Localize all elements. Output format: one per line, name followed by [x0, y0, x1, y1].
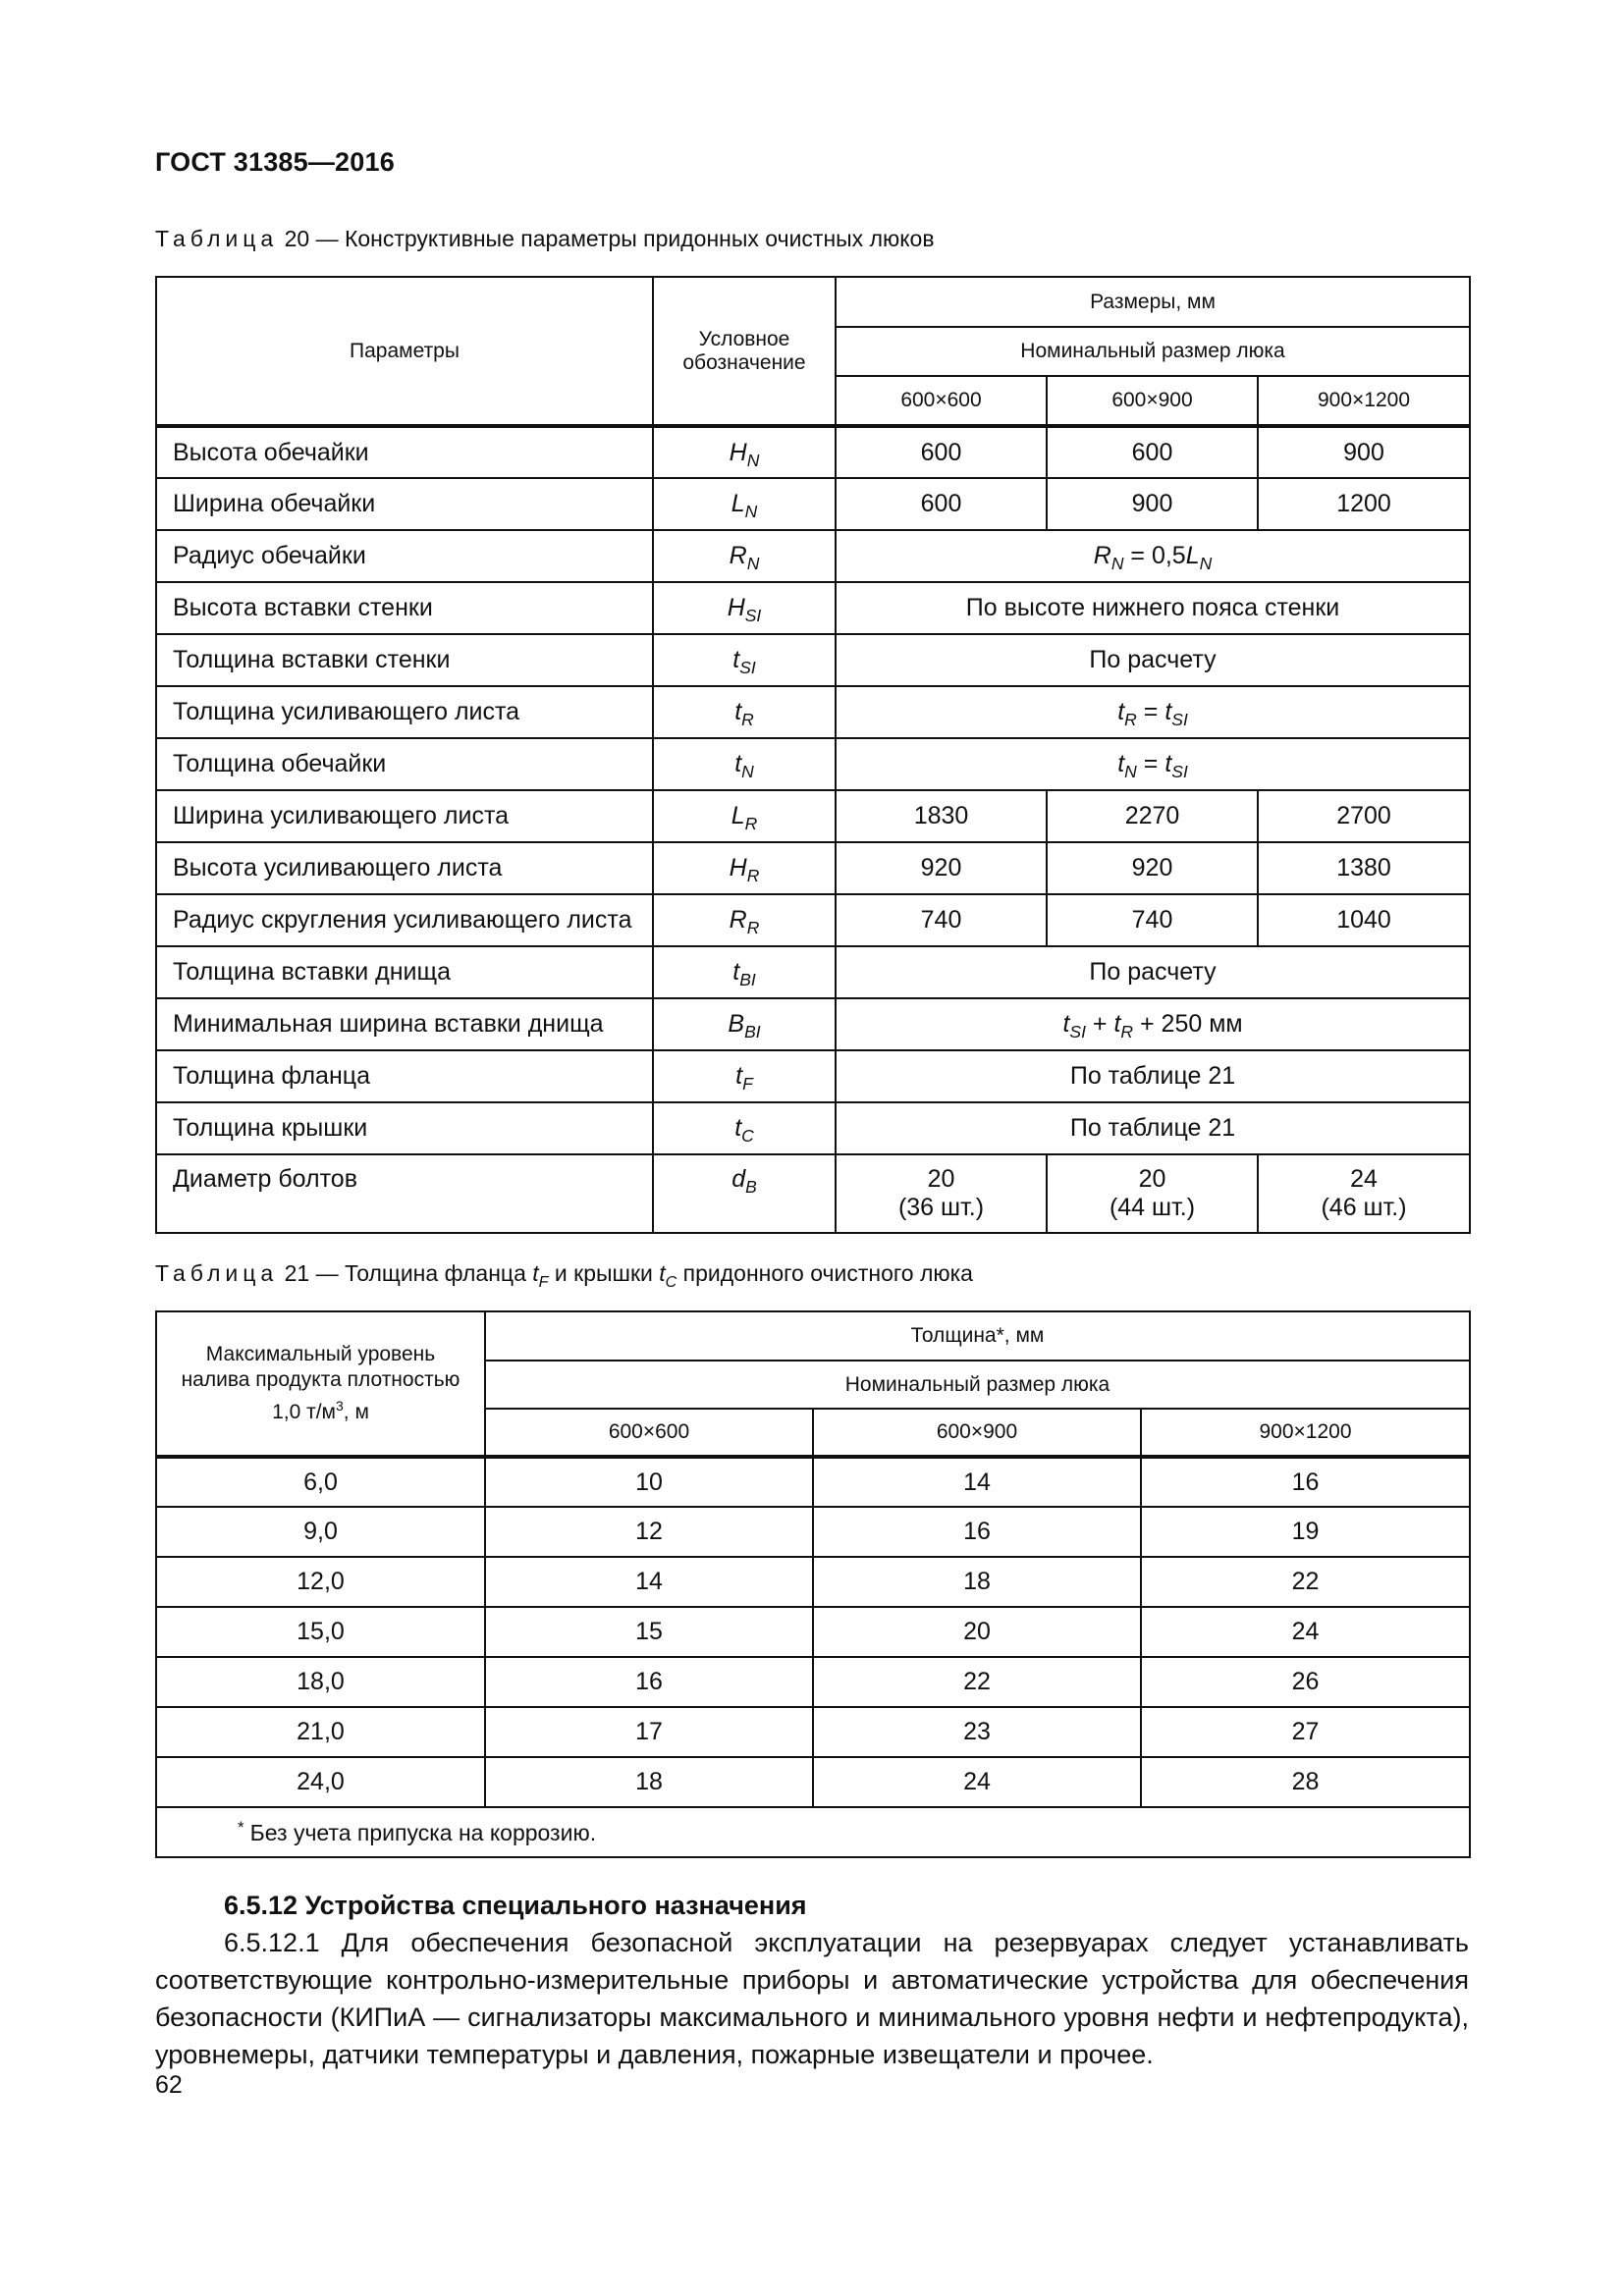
cell-value: 600: [836, 478, 1047, 530]
cell-value: 14: [813, 1457, 1141, 1507]
cell-span-text: По таблице 21: [836, 1050, 1470, 1102]
cell-level: 6,0: [156, 1457, 485, 1507]
caption-number: 20: [284, 226, 310, 251]
cell-value: 26: [1141, 1657, 1470, 1707]
row-label: Диаметр болтов: [156, 1154, 653, 1233]
header-size: 600×900: [1047, 376, 1258, 426]
cell-formula: $t_N = t_{SI}$: [836, 738, 1470, 790]
cell-value: 20: [813, 1607, 1141, 1657]
table-21-caption: [155, 1260, 973, 1291]
cell-value: 20 (44 шт.): [1047, 1154, 1258, 1233]
cell-value: 1040: [1258, 894, 1470, 946]
table-note-row: [156, 1807, 1470, 1857]
section-6-5-12: [155, 1887, 1469, 2073]
caption-symbol: $t_C$: [659, 1260, 677, 1291]
table-row: [156, 790, 1470, 842]
table-row: [156, 1757, 1470, 1807]
row-label: Минимальная ширина вставки днища: [156, 998, 653, 1050]
row-symbol: $t_N$: [653, 738, 836, 790]
cell-level: 15,0: [156, 1607, 485, 1657]
cell-value: 14: [485, 1557, 813, 1607]
header-thickness: Толщина*, мм: [485, 1311, 1470, 1361]
cell-value: 17: [485, 1707, 813, 1757]
header-symbol: Условное обозначение: [653, 277, 836, 426]
row-symbol: $R_N$: [653, 530, 836, 582]
table-21: [155, 1310, 1471, 1858]
cell-value: 2270: [1047, 790, 1258, 842]
table-row: [156, 1050, 1470, 1102]
cell-value: 2700: [1258, 790, 1470, 842]
header-nominal: Номинальный размер люка: [836, 327, 1470, 376]
cell-value: 24 (46 шт.): [1258, 1154, 1470, 1233]
table-row: [156, 1102, 1470, 1154]
section-paragraph: 6.5.12.1 Для обеспечения безопасной эксплуатации на резервуарах следует устанавливать соответствующие контрольно-измерительные приборы и автоматические устройства для обеспечения безопасности (КИПиА — сигнализаторы максимального и минимального уровня нефти и нефтепродукта), уровнемеры, датчики температуры и давления, пожарные извещатели и прочее.: [155, 1928, 1469, 2069]
row-label: Толщина фланца: [156, 1050, 653, 1102]
cell-value: 27: [1141, 1707, 1470, 1757]
cell-value: 23: [813, 1707, 1141, 1757]
cell-formula: $R_N = 0,5L_N$: [836, 530, 1470, 582]
caption-word: Таблица: [155, 226, 279, 251]
row-label: Ширина усиливающего листа: [156, 790, 653, 842]
row-symbol: $t_{SI}$: [653, 634, 836, 686]
caption-text: — Конструктивные параметры придонных очистных люков: [315, 226, 935, 251]
table-row: [156, 634, 1470, 686]
cell-value: 24: [813, 1757, 1141, 1807]
cell-value: 22: [1141, 1557, 1470, 1607]
cell-formula: $t_R = t_{SI}$: [836, 686, 1470, 738]
row-label: Толщина усиливающего листа: [156, 686, 653, 738]
cell-value: 1380: [1258, 842, 1470, 894]
row-label: Радиус скругления усиливающего листа: [156, 894, 653, 946]
caption-number: 21: [284, 1260, 310, 1286]
table-row: [156, 478, 1470, 530]
cell-span-text: По расчету: [836, 946, 1470, 998]
cell-value: 920: [836, 842, 1047, 894]
table-row: [156, 1507, 1470, 1557]
document-id: ГОСТ 31385—2016: [155, 147, 395, 177]
cell-formula: $t_{SI} + t_R + 250$ мм: [836, 998, 1470, 1050]
row-symbol: $d_B$: [653, 1154, 836, 1233]
table-note: * Без учета припуска на коррозию.: [156, 1807, 1470, 1857]
cell-span-text: По высоте нижнего пояса стенки: [836, 582, 1470, 634]
cell-value: 18: [813, 1557, 1141, 1607]
table-row: [156, 582, 1470, 634]
row-symbol: $R_R$: [653, 894, 836, 946]
table-row: [156, 738, 1470, 790]
cell-span-text: По таблице 21: [836, 1102, 1470, 1154]
cell-value: 16: [813, 1507, 1141, 1557]
cell-value: 20 (36 шт.): [836, 1154, 1047, 1233]
cell-value: 16: [1141, 1457, 1470, 1507]
row-symbol: $L_N$: [653, 478, 836, 530]
cell-value: 1200: [1258, 478, 1470, 530]
cell-value: 920: [1047, 842, 1258, 894]
caption-text: и крышки: [548, 1260, 660, 1286]
row-label: Радиус обечайки: [156, 530, 653, 582]
table-row: [156, 1557, 1470, 1607]
caption-text: — Толщина фланца: [315, 1260, 533, 1286]
cell-value: 600: [836, 426, 1047, 478]
header-size: 600×600: [836, 376, 1047, 426]
header-size: 600×600: [485, 1409, 813, 1457]
cell-level: 24,0: [156, 1757, 485, 1807]
row-symbol: $H_N$: [653, 426, 836, 478]
table-row: [156, 1607, 1470, 1657]
cell-value: 740: [1047, 894, 1258, 946]
page-number: 62: [155, 2071, 183, 2099]
row-symbol: $t_{BI}$: [653, 946, 836, 998]
table-row: [156, 686, 1470, 738]
cell-value: 15: [485, 1607, 813, 1657]
row-symbol: $L_R$: [653, 790, 836, 842]
cell-level: 18,0: [156, 1657, 485, 1707]
caption-text: придонного очистного люка: [677, 1260, 973, 1286]
cell-value: 900: [1047, 478, 1258, 530]
row-label: Ширина обечайки: [156, 478, 653, 530]
table-row: [156, 1657, 1470, 1707]
cell-value: 18: [485, 1757, 813, 1807]
row-label: Толщина вставки днища: [156, 946, 653, 998]
cell-span-text: По расчету: [836, 634, 1470, 686]
header-params: Параметры: [156, 277, 653, 426]
table-20-caption: [155, 226, 935, 252]
table-20: [155, 276, 1471, 1234]
table-row: [156, 946, 1470, 998]
row-label: Толщина обечайки: [156, 738, 653, 790]
header-size: 900×1200: [1141, 1409, 1470, 1457]
header-size: 600×900: [813, 1409, 1141, 1457]
row-symbol: $H_R$: [653, 842, 836, 894]
table-row: [156, 998, 1470, 1050]
cell-level: 12,0: [156, 1557, 485, 1607]
table-row: [156, 426, 1470, 478]
table-row: [156, 1154, 1470, 1233]
section-title: 6.5.12 Устройства специального назначения: [224, 1891, 807, 1920]
cell-level: 9,0: [156, 1507, 485, 1557]
cell-value: 12: [485, 1507, 813, 1557]
row-symbol: $t_F$: [653, 1050, 836, 1102]
cell-value: 600: [1047, 426, 1258, 478]
caption-symbol: $t_F$: [532, 1260, 549, 1291]
cell-value: 19: [1141, 1507, 1470, 1557]
header-level: Максимальный уровень налива продукта плотностью 1,0 $т/м^3$, м: [156, 1311, 485, 1457]
cell-value: 28: [1141, 1757, 1470, 1807]
cell-value: 24: [1141, 1607, 1470, 1657]
row-symbol: $H_{SI}$: [653, 582, 836, 634]
cell-value: 900: [1258, 426, 1470, 478]
cell-value: 10: [485, 1457, 813, 1507]
cell-level: 21,0: [156, 1707, 485, 1757]
cell-value: 1830: [836, 790, 1047, 842]
row-symbol: $t_R$: [653, 686, 836, 738]
header-size: 900×1200: [1258, 376, 1470, 426]
row-symbol: $t_C$: [653, 1102, 836, 1154]
table-row: [156, 842, 1470, 894]
header-nominal: Номинальный размер люка: [485, 1361, 1470, 1409]
table-row: [156, 1457, 1470, 1507]
header-dimensions: Размеры, мм: [836, 277, 1470, 327]
cell-value: 22: [813, 1657, 1141, 1707]
row-label: Толщина крышки: [156, 1102, 653, 1154]
cell-value: 740: [836, 894, 1047, 946]
row-label: Толщина вставки стенки: [156, 634, 653, 686]
table-row: [156, 894, 1470, 946]
table-row: [156, 530, 1470, 582]
cell-value: 16: [485, 1657, 813, 1707]
table-row: [156, 1707, 1470, 1757]
row-label: Высота усиливающего листа: [156, 842, 653, 894]
caption-word: Таблица: [155, 1260, 279, 1286]
row-symbol: $B_{BI}$: [653, 998, 836, 1050]
row-label: Высота обечайки: [156, 426, 653, 478]
row-label: Высота вставки стенки: [156, 582, 653, 634]
